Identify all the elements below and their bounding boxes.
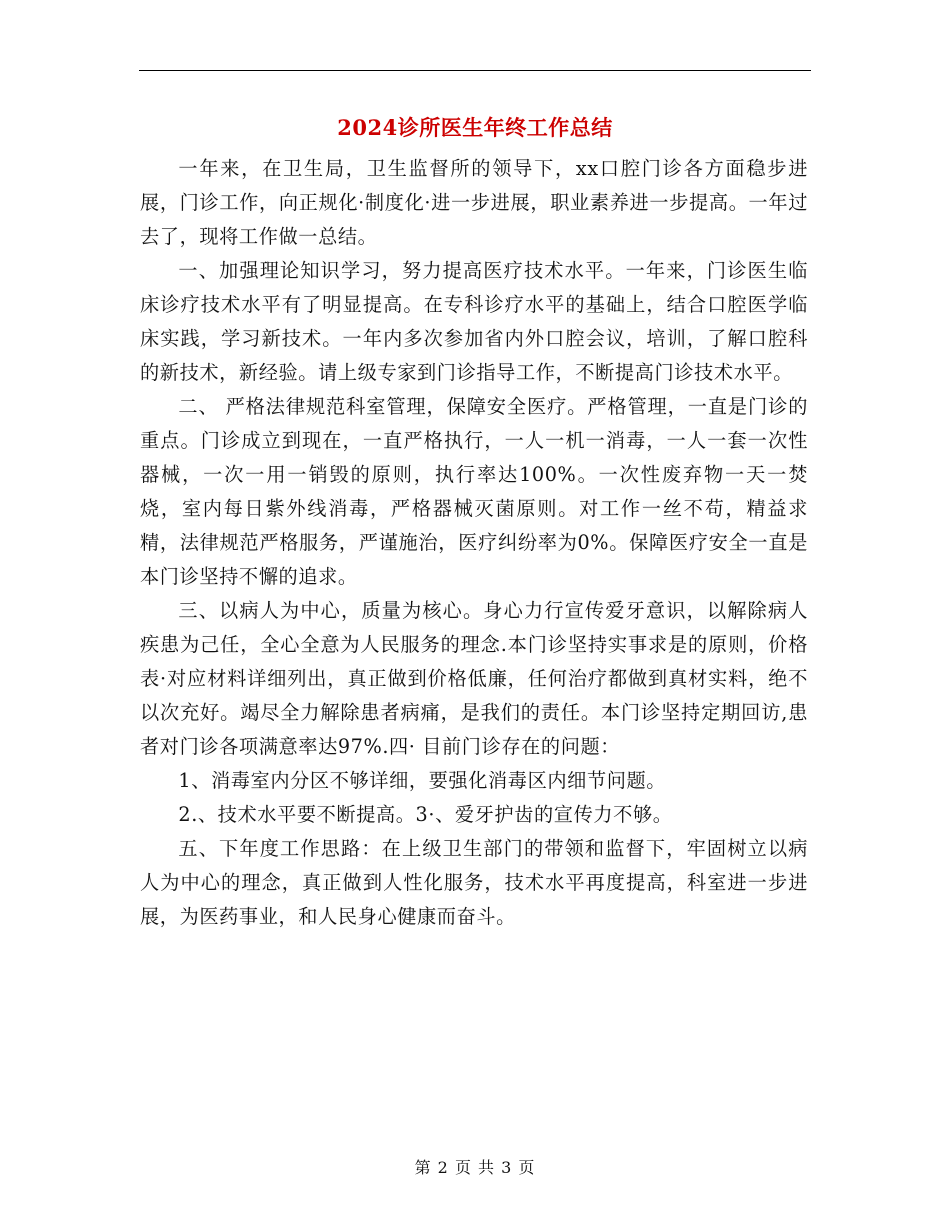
document-body xyxy=(140,152,808,934)
paragraph-problem-2: 2.、技术水平要不断提高。3·、爱牙护齿的宣传力不够。 xyxy=(178,803,673,826)
paragraph-section-5: 五、下年度工作思路：在上级卫生部门的带领和监督下，牢固树立以病人为中心的理念，真正做到人性化服务，技术水平再度提高，科室进一步进展，为医药事业，和人民身心健康而奋斗。 xyxy=(140,837,808,928)
page-footer: 第 2 页 共 3 页 xyxy=(414,1158,536,1177)
paragraph-section-2: 二、 严格法律规范科室管理，保障安全医疗。严格管理，一直是门诊的重点。门诊成立到现在，一直严格执行，一人一机一消毒，一人一套一次性器械，一次一用一销毁的原则，执行率达100%。一次性废弃物一天一焚烧，室内每日紫外线消毒，严格器械灭菌原则。对工作一丝不苟，精益求精，法律规范严格服务，严谨施治，医疗纠纷率为0%。保障医疗安全一直是本门诊坚持不懈的追求。 xyxy=(140,395,808,588)
header-rule xyxy=(139,70,811,71)
paragraph-section-3: 三、以病人为中心，质量为核心。身心力行宣传爱牙意识，以解除病人疾患为己任，全心全意为人民服务的理念.本门诊坚持实事求是的原则，价格表·对应材料详细列出，真正做到价格低廉，任何治疗都做到真材实料，绝不以次充好。竭尽全力解除患者病痛，是我们的责任。本门诊坚持定期回访,患者对门诊各项满意率达97%.四· 目前门诊存在的问题： xyxy=(140,599,808,758)
paragraph-problem-1: 1、消毒室内分区不够详细，要强化消毒区内细节问题。 xyxy=(178,769,667,792)
paragraph-section-1: 一、加强理论知识学习，努力提高医疗技术水平。一年来，门诊医生临床诊疗技术水平有了明显提高。在专科诊疗水平的基础上，结合口腔医学临床实践，学习新技术。一年内多次参加省内外口腔会议，培训，了解口腔科的新技术，新经验。请上级专家到门诊指导工作，不断提高门诊技术水平。 xyxy=(140,259,808,384)
document-title: 2024诊所医生年终工作总结 xyxy=(337,115,613,140)
paragraph-intro: 一年来，在卫生局，卫生监督所的领导下，xx口腔门诊各方面稳步进展，门诊工作，向正规化·制度化·进一步进展，职业素养进一步提高。一年过去了，现将工作做一总结。 xyxy=(140,157,808,248)
